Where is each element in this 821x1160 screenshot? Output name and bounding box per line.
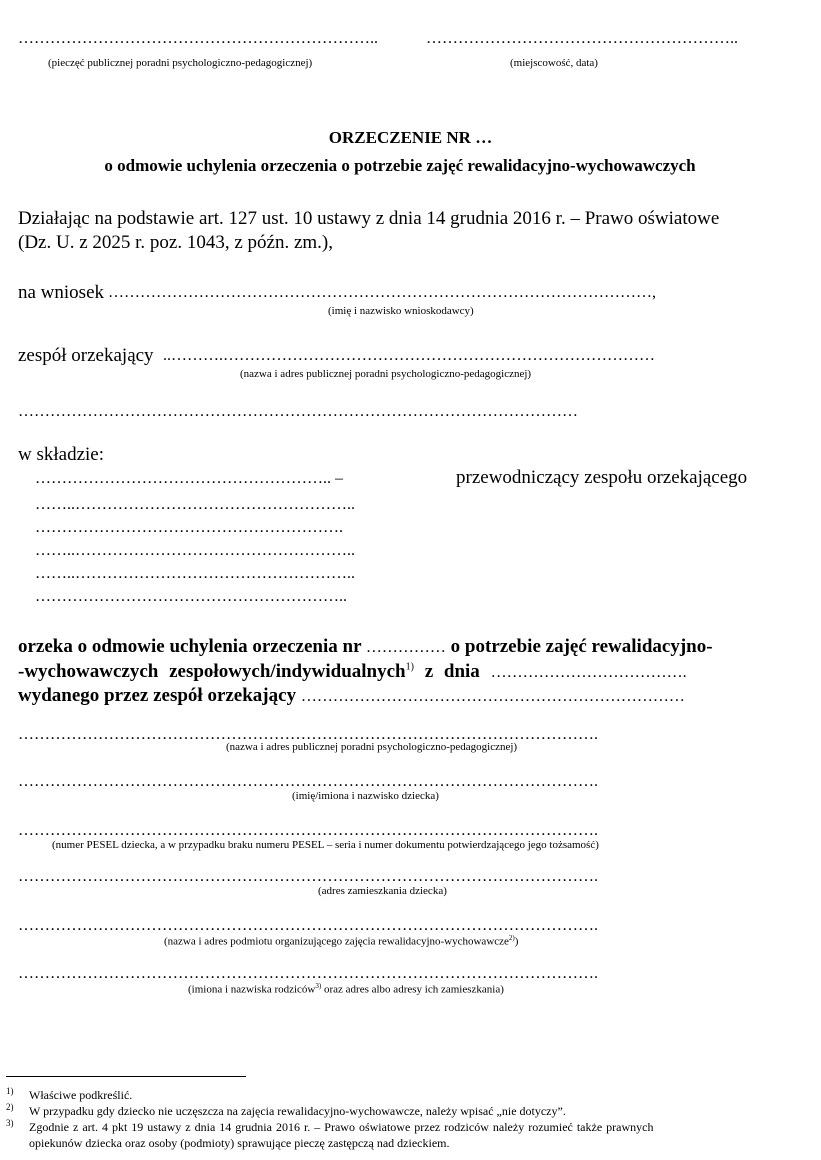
- team-caption: (nazwa i adres publicznej poradni psychologiczno-pedagogicznej): [240, 368, 532, 380]
- footnote-number: 1): [6, 1086, 14, 1096]
- decision-date-label: z dnia: [424, 661, 480, 682]
- decision-line2: [18, 661, 687, 683]
- field-dots: ……………………………………………………………………………………………….: [18, 965, 598, 982]
- field-dots: ……………………………………………………………………………………………….: [18, 917, 598, 934]
- place-caption: (miejscowość, data): [510, 57, 598, 69]
- team-dots: ..……….………………………………………………………………………: [163, 347, 655, 364]
- decision-date-dots: ……………………………….: [490, 664, 687, 681]
- footnote-text: Zgodnie z art. 4 pkt 19 ustawy z dnia 14 grudnia 2016 r. – Prawo oświatowe przez rodziców należy rozumieć także prawnych: [29, 1120, 654, 1134]
- field-caption-end: oraz adres albo adresy ich zamieszkania): [321, 983, 504, 996]
- field-caption-text: (imiona i nazwiska rodziców: [188, 983, 316, 996]
- field-caption: (imię/imiona i nazwisko dziecka): [292, 790, 439, 802]
- stamp-dots: …………………………………………………………..: [18, 30, 378, 47]
- footnote-separator: [6, 1076, 246, 1077]
- request-caption: (imię i nazwisko wnioskodawcy): [328, 305, 474, 317]
- team-label: zespół orzekający: [18, 345, 154, 366]
- footnote-ref-3: 3): [315, 982, 322, 990]
- footnote-ref-2: 2): [508, 934, 515, 942]
- composition-label: w składzie:: [18, 444, 105, 465]
- member-line: ………………………………………………….: [35, 519, 343, 536]
- team-dots-line2: ……………………………………………………………………………………………: [18, 403, 578, 420]
- legal-basis-line2: (Dz. U. z 2025 r. poz. 1043, z późn. zm.),: [18, 232, 334, 253]
- footnote-text: W przypadku gdy dziecko nie uczęszcza na zajęcia rewalidacyjno-wychowawcze, należy wpisać „nie dotyczy”.: [29, 1104, 566, 1118]
- field-dots: ……………………………………………………………………………………………….: [18, 726, 598, 743]
- decision-line2-text: -wychowawczych zespołowych/indywidualnych: [18, 661, 406, 682]
- decision-number-dots: ……………: [365, 639, 446, 656]
- field-caption: [188, 982, 504, 996]
- field-dots: ……………………………………………………………………………………………….: [18, 822, 598, 839]
- field-caption-text: (nazwa i adres podmiotu organizującego zajęcia rewalidacyjno-wychowawcze: [164, 935, 509, 948]
- place-dots: …………………………………………………..: [426, 30, 738, 47]
- decision-line3: [18, 685, 685, 707]
- decision-line3-text: wydanego przez zespół orzekający: [18, 685, 297, 706]
- stamp-caption: (pieczęć publicznej poradni psychologiczno-pedagogicznej): [48, 57, 313, 69]
- footnote-text: Właściwe podkreślić.: [29, 1088, 133, 1102]
- member-line: ……..……………………………………………..: [35, 542, 355, 559]
- field-caption: [164, 934, 518, 948]
- request-label: na wniosek: [18, 282, 105, 303]
- member-line: ……..……………………………………………..: [35, 565, 355, 582]
- decision-team-dots: ………………………………………………………………: [300, 688, 685, 705]
- member-line: …………………………………………………..: [35, 588, 347, 605]
- footnote-ref-1: 1): [405, 661, 414, 673]
- decision-line1-text-end: o potrzebie zajęć rewalidacyjno-: [450, 636, 713, 657]
- document-subtitle: o odmowie uchylenia orzeczenia o potrzebie zajęć rewalidacyjno-wychowawczych: [104, 156, 696, 175]
- decision-line1-text: orzeka o odmowie uchylenia orzeczenia nr: [18, 636, 362, 657]
- member-line: ……..……………………………………………..: [35, 496, 355, 513]
- field-caption: (nazwa i adres publicznej poradni psychologiczno-pedagogicznej): [226, 741, 518, 753]
- field-dots: ……………………………………………………………………………………………….: [18, 773, 598, 790]
- legal-basis-line1: Działając na podstawie art. 127 ust. 10 ustawy z dnia 14 grudnia 2016 r. – Prawo oświatowe: [18, 208, 720, 229]
- footnote-number: 2): [6, 1102, 14, 1112]
- field-caption: (numer PESEL dziecka, a w przypadku braku numeru PESEL – seria i numer dokumentu potwierdzającego jego tożsamość): [52, 839, 599, 851]
- field-caption-end: ): [514, 935, 519, 948]
- footnote-text-line2: opiekunów dziecka oraz osoby (podmioty) sprawujące pieczę zastępczą nad dzieckiem.: [29, 1136, 450, 1150]
- document-title: ORZECZENIE NR …: [328, 128, 493, 147]
- decision-line1: [18, 636, 713, 658]
- field-caption: (adres zamieszkania dziecka): [318, 885, 447, 897]
- chair-role: przewodniczący zespołu orzekającego: [456, 467, 748, 488]
- request-dots: …………………………………………………………………………………………,: [108, 284, 656, 301]
- chair-dots: ……………………………………………….. –: [35, 470, 343, 487]
- field-dots: ……………………………………………………………………………………………….: [18, 868, 598, 885]
- footnote-number: 3): [6, 1118, 14, 1128]
